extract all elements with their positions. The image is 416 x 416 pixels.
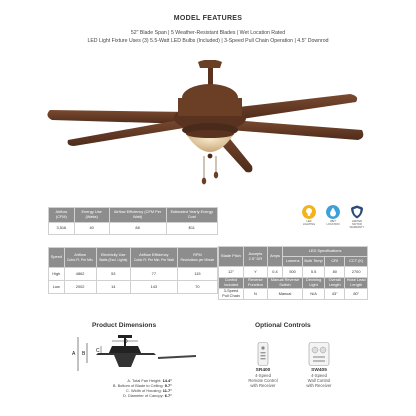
fan-blade	[230, 94, 357, 120]
table-header: Airflow (CFM)	[49, 208, 75, 223]
water-drop-icon	[326, 205, 340, 219]
badge-warranty: LIMITED MOTOR WARRANTY	[348, 205, 366, 229]
dimensions-list	[60, 378, 172, 398]
canopy	[198, 60, 222, 68]
table-subheader: CRI	[325, 257, 345, 267]
remote-control-icon	[256, 342, 270, 366]
control-name: SW405	[311, 368, 327, 373]
table-cell: 0.4	[267, 267, 282, 278]
table-header: Dimming Light	[303, 278, 325, 289]
list-item: C. Width of Housing: 11.7"	[126, 388, 172, 393]
table-cell: 14	[96, 281, 130, 294]
table-cell: 2700	[345, 267, 368, 278]
table-row	[219, 267, 368, 278]
table-cell: 3,516	[49, 223, 75, 235]
table-cell: 80"	[345, 289, 368, 300]
features-line-2: LED Light Fixture Uses (3) 5.5-Watt LED Bulbs (Included) | 3-Speed Pull Chain Operation | 4.5" Downrod	[87, 38, 329, 45]
feature-badges	[300, 205, 370, 241]
dimension-label-b: B	[82, 351, 86, 357]
table-cell: Y	[243, 267, 267, 278]
table-subheader: CCT (K)	[345, 257, 368, 267]
table-header: Airflow Efficiency Cubic Ft. Per Min. Per Watt	[130, 248, 177, 268]
badge-wet-location: WET LOCATION	[324, 205, 342, 226]
list-item: A. Total Fan Height: 14.4"	[127, 378, 172, 383]
table-cell: 12°	[219, 267, 244, 278]
table-header: Control Included	[219, 278, 244, 289]
table-cell: 500	[283, 267, 303, 278]
table-cell: 70	[177, 281, 217, 294]
features-line-1: 52" Blade Span | 5 Weather-Resistant Blades | Wet Location Rated	[130, 30, 286, 36]
table-header: Airflow Efficiency (CFM Per Watt)	[109, 208, 166, 223]
table-cell: $11	[166, 223, 217, 235]
table-row	[49, 268, 218, 281]
table-cell: 115	[177, 268, 217, 281]
table-header: Energy Use (Watts)	[74, 208, 109, 223]
table-header: LED Specifications	[283, 247, 368, 257]
table-cell: 5.5	[303, 267, 325, 278]
table-cell: N/A	[303, 289, 325, 300]
table-cell: Manual	[267, 289, 302, 300]
table-header: RPM Revolutions per Minute	[177, 248, 217, 268]
table-cell: 143	[130, 281, 177, 294]
table-header: Reverse Function	[243, 278, 267, 289]
speed-table	[48, 247, 218, 294]
list-item: B. Bottom of Blade to Ceiling: 9.7"	[112, 383, 172, 388]
table-row	[219, 289, 368, 300]
table-cell: 2002	[64, 281, 96, 294]
table-header: Amps	[267, 247, 282, 267]
table-cell: Low	[49, 281, 65, 294]
finial	[208, 154, 213, 159]
table-cell: N	[243, 289, 267, 300]
table-header: Accepts 2.5" DR	[243, 247, 267, 267]
control-sr400: SR400 4-Speed Remote Control with Receiver	[238, 342, 288, 388]
badge-led: LED LIGHTING	[300, 205, 318, 226]
efficiency-table	[48, 207, 218, 235]
table-cell: 3-Speed Pull Chain	[219, 289, 244, 300]
table-cell: High	[49, 268, 65, 281]
wall-control-icon	[308, 342, 330, 366]
dimensions-diagram	[58, 333, 198, 378]
list-item: D. Diameter of Canopy: 6.7"	[122, 393, 172, 398]
led-bulb-icon	[302, 205, 316, 219]
ceiling-fan-image	[40, 60, 380, 210]
dimensions-title: Product Dimensions	[92, 322, 157, 329]
table-row	[49, 223, 218, 235]
dimension-label-c: C	[96, 348, 100, 354]
table-header: Speed	[49, 248, 65, 268]
table-header: Hose Lead Length	[346, 277, 366, 287]
table-cell: 4862	[64, 268, 96, 281]
table-header: Manual Reverse Switch	[267, 278, 302, 289]
controls-title: Optional Controls	[255, 322, 311, 329]
control-sw405: SW405 4-Speed Wall Control with Receiver	[294, 342, 344, 388]
table-cell: 43"	[325, 289, 345, 300]
table-row	[49, 281, 218, 294]
table-header: Blade Pitch	[219, 247, 244, 267]
table-cell: 80	[325, 267, 345, 278]
table-cell: 77	[130, 268, 177, 281]
table-cell: 40	[74, 223, 109, 235]
table-header: Estimated Yearly Energy Cost	[166, 208, 217, 223]
dimension-label-a: A	[72, 351, 76, 357]
table-cell: 88	[109, 223, 166, 235]
features-list	[48, 29, 368, 46]
fan-blade	[230, 120, 363, 140]
table-subheader: Lumens	[283, 257, 303, 267]
table-header: Electricity Use Watts (Excl. Lights)	[96, 248, 130, 268]
table-cell: 53	[96, 268, 130, 281]
shield-icon	[350, 205, 364, 219]
led-spec-table	[218, 246, 368, 300]
table-header: Airflow Cubic Ft. Per Min.	[64, 248, 96, 268]
table-header: Overall Length	[325, 278, 345, 289]
dimension-label-d: D	[124, 339, 128, 345]
control-name: SR400	[255, 368, 271, 373]
table-subheader: Bulb Temp	[303, 257, 325, 267]
page-title: MODEL FEATURES	[173, 15, 243, 22]
